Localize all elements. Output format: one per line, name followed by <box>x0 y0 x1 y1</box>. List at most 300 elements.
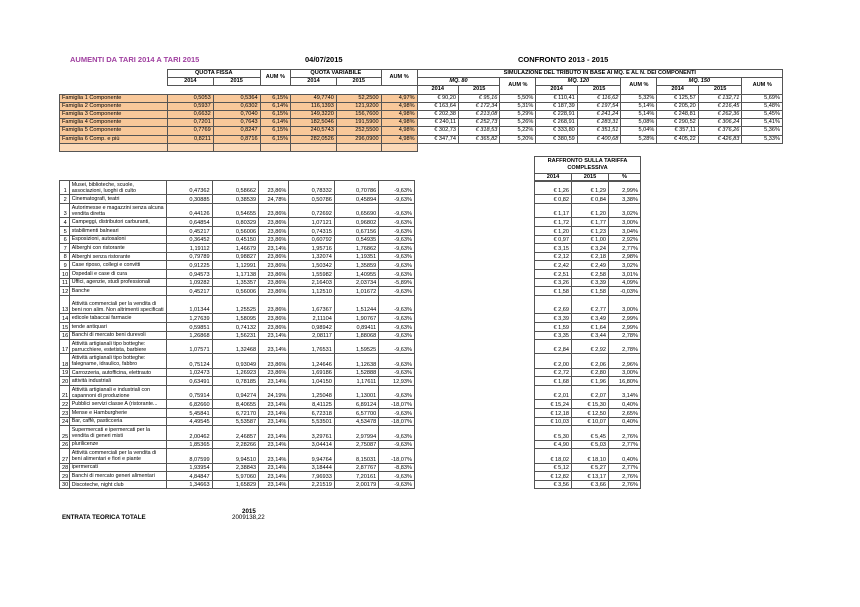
raffronto-2014: € 12,18 <box>535 409 572 418</box>
raffronto-row <box>535 261 641 270</box>
qf-aum: 23,86% <box>259 295 289 314</box>
raffronto-2015: € 2,80 <box>572 368 609 377</box>
qf-2014: 2,00462 <box>167 426 212 440</box>
footer-label: ENTRATA TEORICA TOTALE <box>62 514 146 521</box>
category-number: 27 <box>60 449 70 463</box>
category-row <box>60 269 415 278</box>
qf-2014: 0,5937 <box>167 102 213 110</box>
category-number: 23 <box>60 409 70 418</box>
category-number: 9 <box>60 261 70 270</box>
qv-2015: 1,12638 <box>334 354 378 368</box>
qv-2014: 7,96933 <box>289 472 334 481</box>
qf-2015: 1,12991 <box>212 261 259 270</box>
qf-2015: 1,17138 <box>212 269 259 278</box>
mq150-2015: € 216,45 <box>698 102 742 110</box>
category-row <box>60 203 415 217</box>
qv-aum: -9,63% <box>379 235 415 244</box>
mq120-2014: € 228,91 <box>536 111 577 119</box>
qf-2014: 0,63491 <box>167 377 212 386</box>
qv-aum: 4,98% <box>381 127 417 135</box>
mq120-aum: 5,28% <box>621 135 657 143</box>
qf-aum: 23,14% <box>259 472 289 481</box>
qf-2014: 4,84847 <box>167 472 212 481</box>
qf-2015: 0,8247 <box>213 127 260 135</box>
category-row <box>60 322 415 331</box>
category-number: 7 <box>60 244 70 253</box>
qf-2014: 0,8211 <box>167 135 213 143</box>
qv-aum: -9,63% <box>379 226 415 235</box>
category-number: 11 <box>60 278 70 287</box>
qv-2014: 3,04414 <box>289 440 334 449</box>
category-label: Case riposo, collegi e convitti <box>69 261 166 270</box>
raffronto-2014: € 15,24 <box>535 400 572 409</box>
category-row <box>60 261 415 270</box>
qf-aum: 6,15% <box>260 111 291 119</box>
qv-aum: -9,63% <box>379 287 415 296</box>
raffronto-row <box>535 331 641 340</box>
mq150-2015: € 376,26 <box>698 127 742 135</box>
mq80-2014: € 202,38 <box>417 111 458 119</box>
raffronto-pct-value: 3,02% <box>609 203 641 217</box>
qv-2015: 2,03734 <box>334 278 378 287</box>
category-number: 15 <box>60 322 70 331</box>
mq120-2015: € 241,24 <box>577 111 621 119</box>
qf-aum: 6,15% <box>260 94 291 102</box>
family-label: Famiglia 3 Componente <box>60 111 168 119</box>
qv-2015: 1,51244 <box>334 295 378 314</box>
qf-aum: 23,86% <box>259 314 289 323</box>
qf-aum: 6,15% <box>260 127 291 135</box>
qf-2015: 0,45150 <box>212 235 259 244</box>
raffronto-pct-value: 2,76% <box>609 426 641 440</box>
qv-aum: -9,63% <box>379 244 415 253</box>
qf-2015: 0,38539 <box>212 195 259 204</box>
category-number: 3 <box>60 203 70 217</box>
qv-2015: 7,20161 <box>334 472 378 481</box>
raffronto-2014: € 5,30 <box>535 426 572 440</box>
family-row <box>60 102 783 110</box>
qf-2014: 0,64854 <box>167 218 212 227</box>
qf-2014: 0,94573 <box>167 269 212 278</box>
qf-2015: 0,98827 <box>212 252 259 261</box>
raffronto-pct-value: 3,14% <box>609 386 641 400</box>
mq150-2014: € 125,57 <box>657 94 698 102</box>
category-label: edicole tabaccai farmacie <box>69 314 166 323</box>
qf-2014: 0,79789 <box>167 252 212 261</box>
qv-2015: 6,57700 <box>334 409 378 418</box>
qf-2014: 1,26868 <box>167 331 212 340</box>
footer-year: 2015 <box>242 508 256 515</box>
raffronto-2014: € 1,20 <box>535 226 572 235</box>
spacer-row <box>60 143 783 151</box>
qf-2014: 4,49545 <box>167 417 212 426</box>
qv-aum: -5,89% <box>379 278 415 287</box>
category-number: 13 <box>60 295 70 314</box>
qf-2014: 0,7769 <box>167 127 213 135</box>
raffronto-2015: € 10,07 <box>572 417 609 426</box>
qf-2014: 0,45217 <box>167 287 212 296</box>
raffronto-2015: € 2,07 <box>572 386 609 400</box>
qv-2015: 1,52888 <box>334 368 378 377</box>
qf-2015: 0,94274 <box>212 386 259 400</box>
raffronto-2015: € 2,18 <box>572 252 609 261</box>
category-label: Alberghi senza ristorante <box>69 252 166 261</box>
qv-2014: 1,12510 <box>289 287 334 296</box>
mq80-2015: € 172,34 <box>458 102 499 110</box>
raffronto-2014: € 4,90 <box>535 440 572 449</box>
category-number: 2 <box>60 195 70 204</box>
category-row <box>60 472 415 481</box>
category-label: plurilicenze <box>69 440 166 449</box>
qf-2014: 0,7201 <box>167 119 213 127</box>
family-row <box>60 135 783 143</box>
category-row <box>60 386 415 400</box>
raffronto-row <box>535 322 641 331</box>
mq80-2015: € 213,08 <box>458 111 499 119</box>
qv-aum: -9,63% <box>379 203 415 217</box>
family-label: Famiglia 5 Componente <box>60 127 168 135</box>
mq150-aum: 5,45% <box>742 111 783 119</box>
category-label: tende antiquari <box>69 322 166 331</box>
raffronto-pct-value: 2,77% <box>609 440 641 449</box>
qf-2015: 0,7040 <box>213 111 260 119</box>
report-title: AUMENTI DA TARI 2014 A TARI 2015 <box>70 55 200 64</box>
qv-aum: -9,63% <box>379 295 415 314</box>
qf-2015: 0,56006 <box>212 226 259 235</box>
qf-aum: 23,14% <box>259 440 289 449</box>
category-number: 1 <box>60 181 70 195</box>
category-row <box>60 287 415 296</box>
qv-2015: 2,97994 <box>334 426 378 440</box>
qv-2014: 1,95716 <box>289 244 334 253</box>
raffronto-row <box>535 218 641 227</box>
raffronto-2015: € 1,96 <box>572 377 609 386</box>
qv-2015: 6,89124 <box>334 400 378 409</box>
qv-2014: 116,1393 <box>291 102 337 110</box>
raffronto-2015: € 2,49 <box>572 261 609 270</box>
qv-aum: -9,63% <box>379 386 415 400</box>
raffronto-2014: € 3,39 <box>535 314 572 323</box>
qf-aum: 23,14% <box>259 409 289 418</box>
qv-2014: 1,67367 <box>289 295 334 314</box>
mq80-aum: 5,26% <box>500 119 536 127</box>
qv-2015: 2,00179 <box>334 480 378 489</box>
category-label: Campeggi, distributori carburanti, <box>69 218 166 227</box>
m150-year-2015: 2015 <box>698 86 742 94</box>
qv-aum: -9,63% <box>379 368 415 377</box>
qf-aum: 23,86% <box>259 218 289 227</box>
category-label: Ospedali e case di cura <box>69 269 166 278</box>
category-number: 4 <box>60 218 70 227</box>
qf-2014: 0,59851 <box>167 322 212 331</box>
m80-year-2014: 2014 <box>417 86 458 94</box>
raffronto-pct-value: 2,78% <box>609 331 641 340</box>
qf-2014: 0,6632 <box>167 111 213 119</box>
mq80-2015: € 365,82 <box>458 135 499 143</box>
raffronto-2014: € 3,35 <box>535 331 572 340</box>
family-row <box>60 127 783 135</box>
category-number: 21 <box>60 386 70 400</box>
raffronto-2015: € 5,03 <box>572 440 609 449</box>
qv-aum: 4,98% <box>381 111 417 119</box>
mq80-2015: € 95,16 <box>458 94 499 102</box>
category-row <box>60 463 415 472</box>
category-number: 26 <box>60 440 70 449</box>
mq120-header: MQ. 120 <box>536 78 621 86</box>
qv-aum: 4,98% <box>381 119 417 127</box>
qf-2015: 1,25525 <box>212 295 259 314</box>
raffronto-row <box>535 368 641 377</box>
category-row <box>60 417 415 426</box>
category-label: Esposizioni, autosaloni <box>69 235 166 244</box>
qv-2015: 1,01672 <box>334 287 378 296</box>
category-row <box>60 368 415 377</box>
qv-2015: 156,7600 <box>336 111 381 119</box>
category-number: 25 <box>60 426 70 440</box>
qf-2015: 0,78185 <box>212 377 259 386</box>
qv-2014: 3,18444 <box>289 463 334 472</box>
qf-2014: 1,19112 <box>167 244 212 253</box>
raffronto-2014: € 2,84 <box>535 340 572 354</box>
category-row <box>60 314 415 323</box>
qv-2015: 1,59525 <box>334 340 378 354</box>
qf-2014: 0,44126 <box>167 203 212 217</box>
category-row <box>60 409 415 418</box>
family-row <box>60 94 783 102</box>
mq80-aum: 5,50% <box>500 94 536 102</box>
qf-2015: 1,65829 <box>212 480 259 489</box>
qv-2015: 0,45894 <box>334 195 378 204</box>
mq150-2014: € 290,52 <box>657 119 698 127</box>
raffronto-2014: € 3,15 <box>535 244 572 253</box>
category-number: 10 <box>60 269 70 278</box>
category-row <box>60 218 415 227</box>
qv-2015: 0,89411 <box>334 322 378 331</box>
qv-2014: 1,50342 <box>289 261 334 270</box>
raffronto-row <box>535 252 641 261</box>
qv-2015: 252,5500 <box>336 127 381 135</box>
qf-2015: 1,35357 <box>212 278 259 287</box>
qf-aum: 23,14% <box>259 449 289 463</box>
raffronto-pct-value: 4,09% <box>609 278 641 287</box>
qf-2015: 2,38843 <box>212 463 259 472</box>
qv-2015: 8,15031 <box>334 449 378 463</box>
qv-2014: 9,94764 <box>289 449 334 463</box>
family-label: Famiglia 1 Componente <box>60 94 168 102</box>
raffronto-header <box>534 156 641 182</box>
qf-aum: 23,86% <box>259 261 289 270</box>
qf-2015: 1,32468 <box>212 340 259 354</box>
raffronto-row <box>535 287 641 296</box>
mq150-header: MQ. 150 <box>657 78 742 86</box>
qv-aum: 4,98% <box>381 135 417 143</box>
raffronto-row <box>535 278 641 287</box>
raffronto-2015: € 3,49 <box>572 314 609 323</box>
raffronto-row <box>535 195 641 204</box>
raffronto-2014: € 2,01 <box>535 386 572 400</box>
qf-2014: 0,36452 <box>167 235 212 244</box>
qv-aum: -9,63% <box>379 426 415 440</box>
mq150-aum: 5,48% <box>742 102 783 110</box>
qv-2014: 0,60792 <box>289 235 334 244</box>
category-row <box>60 440 415 449</box>
raffronto-row <box>535 235 641 244</box>
qf-year-2014: 2014 <box>167 78 213 86</box>
qv-2015: 121,9200 <box>336 102 381 110</box>
mq150-2014: € 357,11 <box>657 127 698 135</box>
category-row <box>60 426 415 440</box>
raffronto-2015: € 13,17 <box>572 472 609 481</box>
raffronto-2014: € 0,82 <box>535 195 572 204</box>
category-row <box>60 331 415 340</box>
qf-2015: 6,72170 <box>212 409 259 418</box>
qv-aum: -9,63% <box>379 440 415 449</box>
raffronto-pct-value: 3,04% <box>609 226 641 235</box>
qf-2014: 0,91225 <box>167 261 212 270</box>
qf-2014: 1,01344 <box>167 295 212 314</box>
qv-2014: 0,78332 <box>289 181 334 195</box>
qv-2014: 182,5046 <box>291 119 337 127</box>
raffronto-row <box>535 244 641 253</box>
raffronto-title: RAFFRONTO SULLA TARIFFA COMPLESSIVA <box>535 157 641 174</box>
category-row <box>60 295 415 314</box>
mq150-aum: 5,36% <box>742 127 783 135</box>
raffronto-2014: € 1,17 <box>535 203 572 217</box>
qv-2014: 0,98942 <box>289 322 334 331</box>
raffronto-pct-value: 2,99% <box>609 322 641 331</box>
mq80-2014: € 240,11 <box>417 119 458 127</box>
qf-aum: 23,86% <box>259 368 289 377</box>
qv-2014: 1,07121 <box>289 218 334 227</box>
qv-2015: 4,53478 <box>334 417 378 426</box>
mq150-2014: € 405,22 <box>657 135 698 143</box>
category-label: Banchi di mercato beni durevoli <box>69 331 166 340</box>
qv-aum: -9,63% <box>379 480 415 489</box>
raffronto-2014: € 2,42 <box>535 261 572 270</box>
category-row <box>60 181 415 195</box>
category-row <box>60 449 415 463</box>
raffronto-pct-value: 3,00% <box>609 368 641 377</box>
qf-aum: 23,86% <box>259 181 289 195</box>
aum-variabile-header: AUM % <box>381 70 417 86</box>
qv-aum: -9,63% <box>379 322 415 331</box>
raffronto-row <box>535 354 641 368</box>
raffronto-2015: € 2,77 <box>572 295 609 314</box>
raffronto-row <box>535 472 641 481</box>
qv-aum: -8,83% <box>379 463 415 472</box>
qf-aum: 23,86% <box>259 269 289 278</box>
qf-2014: 0,45217 <box>167 226 212 235</box>
mq150-2015: € 262,36 <box>698 111 742 119</box>
category-label: Attività artigianali tipo botteghe: parrucchiere, estetista, barbiere <box>69 340 166 354</box>
family-label: Famiglia 4 Componente <box>60 119 168 127</box>
qf-2014: 0,75914 <box>167 386 212 400</box>
qf-2015: 2,28266 <box>212 440 259 449</box>
raffronto-2015: € 18,10 <box>572 449 609 463</box>
raffronto-2015: € 1,23 <box>572 226 609 235</box>
mq120-2015: € 400,68 <box>577 135 621 143</box>
raffronto-pct-value: 2,65% <box>609 409 641 418</box>
qf-aum: 23,86% <box>259 235 289 244</box>
qf-year-2015: 2015 <box>213 78 260 86</box>
qf-2015: 5,53587 <box>212 417 259 426</box>
raffronto-2015: € 1,20 <box>572 203 609 217</box>
qv-2015: 1,35859 <box>334 261 378 270</box>
raffronto-pct-value: 2,77% <box>609 244 641 253</box>
qv-aum: -18,07% <box>379 400 415 409</box>
family-tariff-table <box>59 69 783 152</box>
qv-2015: 0,54935 <box>334 235 378 244</box>
qv-2014: 1,55982 <box>289 269 334 278</box>
category-number: 16 <box>60 331 70 340</box>
mq120-2014: € 110,41 <box>536 94 577 102</box>
qv-2014: 2,16403 <box>289 278 334 287</box>
qf-2015: 0,74132 <box>212 322 259 331</box>
raffronto-pct-value: 2,98% <box>609 252 641 261</box>
mq80-2014: € 90,20 <box>417 94 458 102</box>
raffronto-row <box>535 203 641 217</box>
raffronto-2015: € 2,06 <box>572 354 609 368</box>
qv-2015: 191,5900 <box>336 119 381 127</box>
mq150-2015: € 306,24 <box>698 119 742 127</box>
raffronto-row <box>535 400 641 409</box>
category-number: 24 <box>60 417 70 426</box>
raffronto-2014: € 2,12 <box>535 252 572 261</box>
mq120-aum: 5,14% <box>621 111 657 119</box>
raffronto-pct-value: 2,96% <box>609 354 641 368</box>
qf-2015: 0,7643 <box>213 119 260 127</box>
qf-aum: 23,86% <box>259 354 289 368</box>
qv-aum: 12,93% <box>379 377 415 386</box>
mq120-2014: € 268,91 <box>536 119 577 127</box>
category-label: Attività commerciali per la vendita di beni alimentari e fiori e piante <box>69 449 166 463</box>
mq120-2015: € 351,51 <box>577 127 621 135</box>
qv-2014: 1,24646 <box>289 354 334 368</box>
qf-2015: 5,97060 <box>212 472 259 481</box>
report-date: 04/07/2015 <box>305 55 343 64</box>
qf-aum: 23,86% <box>259 287 289 296</box>
qv-2014: 0,72692 <box>289 203 334 217</box>
qf-2015: 0,6302 <box>213 102 260 110</box>
qv-2015: 0,96802 <box>334 218 378 227</box>
category-number: 5 <box>60 226 70 235</box>
qv-aum: -9,63% <box>379 331 415 340</box>
qv-2014: 1,76531 <box>289 340 334 354</box>
qv-2014: 49,7740 <box>291 94 337 102</box>
raffronto-2015: € 1,58 <box>572 287 609 296</box>
raffronto-2014: € 1,68 <box>535 377 572 386</box>
raffronto-2015: € 3,39 <box>572 278 609 287</box>
category-row <box>60 354 415 368</box>
qf-aum: 23,14% <box>259 400 289 409</box>
category-label: Uffici, agenzie, studi professionali <box>69 278 166 287</box>
qf-aum: 23,14% <box>259 463 289 472</box>
qf-2014: 1,02473 <box>167 368 212 377</box>
qv-aum: -18,07% <box>379 417 415 426</box>
aum-80-header: AUM % <box>500 78 536 94</box>
mq80-aum: 5,20% <box>500 135 536 143</box>
raffronto-row <box>535 181 641 195</box>
qf-2014: 0,47362 <box>167 181 212 195</box>
category-number: 14 <box>60 314 70 323</box>
raffronto-pct-value: 3,00% <box>609 295 641 314</box>
mq150-aum: 5,33% <box>742 135 783 143</box>
raffronto-2014: € 10,03 <box>535 417 572 426</box>
category-label: Pubblici servizi classe A (ristorante... <box>69 400 166 409</box>
qf-2015: 0,93049 <box>212 354 259 368</box>
mq80-aum: 5,31% <box>500 102 536 110</box>
qv-2015: 0,70786 <box>334 181 378 195</box>
